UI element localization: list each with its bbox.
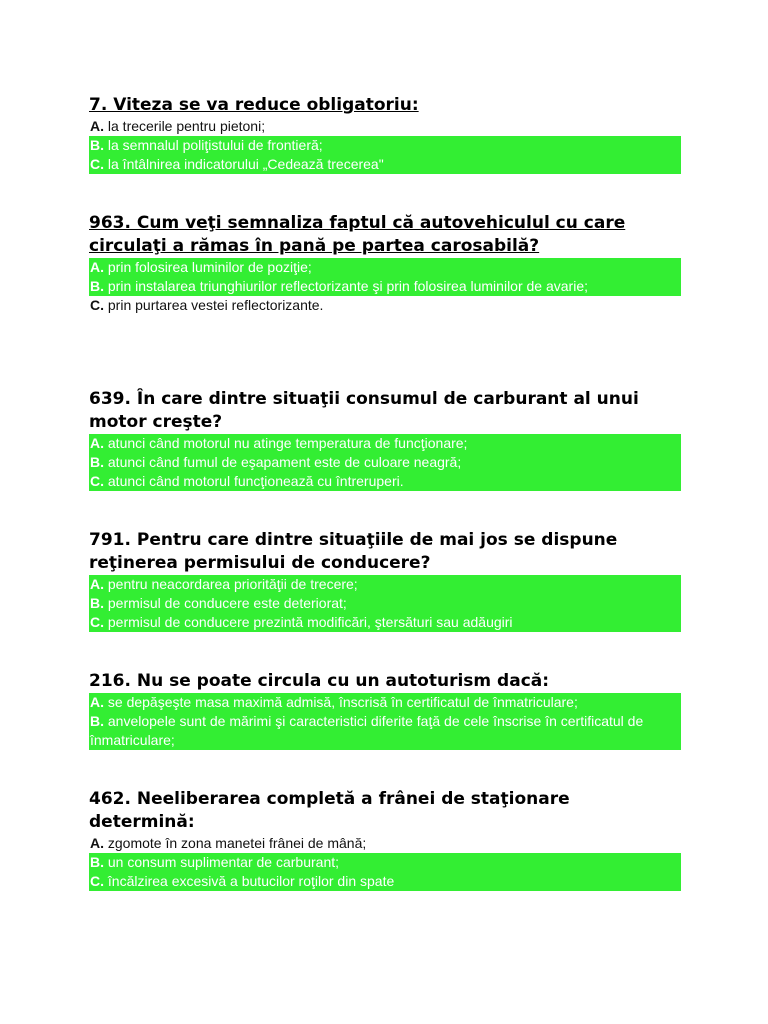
answer-option-a: A. se depăşeşte masa maximă admisă, înscrisă în certificatul de înmatriculare; bbox=[89, 693, 681, 712]
answer-option-b: B. atunci când fumul de eşapament este de culoare neagră; bbox=[89, 453, 681, 472]
answer-option-a: A. prin folosirea luminilor de poziţie; bbox=[89, 258, 681, 277]
answer-option-a: A. la trecerile pentru pietoni; bbox=[90, 118, 266, 134]
question-639 bbox=[89, 388, 681, 491]
question-963 bbox=[89, 212, 681, 315]
question-title: 7. Viteza se va reduce obligatoriu: bbox=[89, 95, 419, 115]
answer-option-a: A. zgomote în zona manetei frânei de mână; bbox=[90, 835, 367, 851]
answer-option-c: C. atunci când motorul funcţionează cu întreruperi. bbox=[89, 472, 681, 491]
question-462 bbox=[89, 788, 681, 891]
question-7 bbox=[89, 94, 681, 174]
answer-option-c: C. permisul de conducere prezintă modificări, ştersături sau adăugiri bbox=[89, 613, 681, 632]
question-791 bbox=[89, 529, 681, 632]
question-title: 639. În care dintre situaţii consumul de carburant al unui motor creşte? bbox=[89, 389, 639, 432]
answer-option-c: C. prin purtarea vestei reflectorizante. bbox=[90, 297, 324, 313]
answer-option-c: C. la întâlnirea indicatorului „Cedează trecerea" bbox=[89, 155, 681, 174]
answer-option-b: B. un consum suplimentar de carburant; bbox=[89, 853, 681, 872]
answer-option-b: B. la semnalul poliţistului de frontieră; bbox=[89, 136, 681, 155]
question-title: 791. Pentru care dintre situaţiile de mai jos se dispune reţinerea permisului de conducere? bbox=[89, 530, 618, 573]
answer-option-b: B. prin instalarea triunghiurilor reflectorizante şi prin folosirea luminilor de avarie; bbox=[89, 277, 681, 296]
question-title: 963. Cum veţi semnaliza faptul că autovehiculul cu care circulaţi a rămas în pană pe partea carosabilă? bbox=[89, 213, 626, 256]
answer-option-b: B. permisul de conducere este deteriorat; bbox=[89, 594, 681, 613]
question-title: 216. Nu se poate circula cu un autoturism dacă: bbox=[89, 671, 550, 691]
answer-option-a: A. atunci când motorul nu atinge temperatura de funcţionare; bbox=[89, 434, 681, 453]
question-216 bbox=[89, 670, 681, 750]
question-title: 462. Neeliberarea completă a frânei de staţionare determină: bbox=[89, 789, 570, 832]
answer-option-b: B. anvelopele sunt de mărimi şi caracteristici diferite faţă de cele înscrise în certificatul de înmatriculare; bbox=[89, 712, 681, 750]
answer-option-c: C. încălzirea excesivă a butucilor roţilor din spate bbox=[89, 872, 681, 891]
answer-option-a: A. pentru neacordarea priorităţii de trecere; bbox=[89, 575, 681, 594]
